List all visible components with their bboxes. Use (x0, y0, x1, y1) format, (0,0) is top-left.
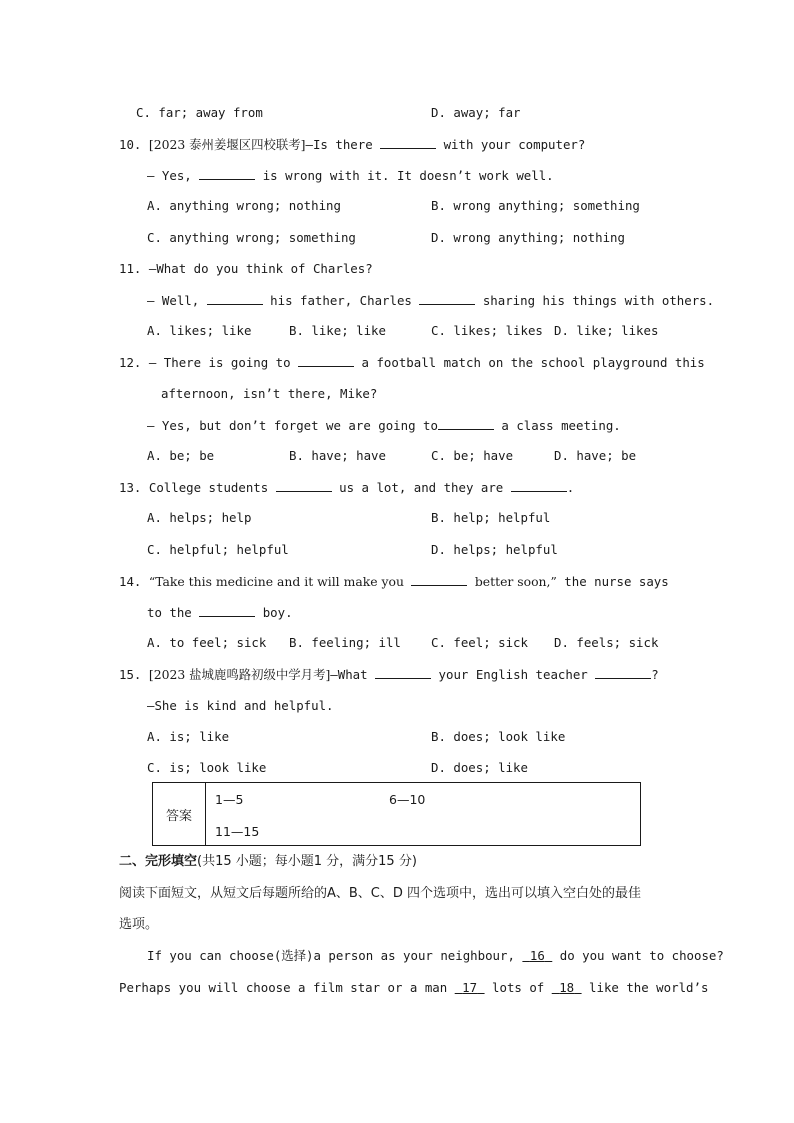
question-12-stem-cont: afternoon, isn’t there, Mike? (161, 386, 378, 401)
question-number: 10. (119, 137, 142, 152)
question-number: 12. (119, 355, 142, 370)
answer-blank (411, 573, 467, 586)
answer-blank (511, 479, 567, 492)
q14-option-b: B. feeling; ill (289, 635, 401, 650)
q11-option-d: D. like; likes (554, 323, 659, 338)
q15-option-c: C. is; look like (147, 760, 267, 775)
answer-blank (419, 292, 475, 305)
passage-line-2: Perhaps you will choose a film star or a man 17 lots of 18 like the world’s (119, 980, 709, 995)
question-15-stem: 15. [2023 盐城鹿鸣路初级中学月考]—What your English teacher ? (119, 667, 659, 682)
answer-blank (380, 136, 436, 149)
q15-option-b: B. does; look like (431, 729, 566, 744)
q9-option-c: C. far; away from (136, 105, 263, 120)
answer-row-1 (206, 783, 640, 814)
q15-option-d: D. does; like (431, 760, 528, 775)
answer-row-2 (206, 814, 640, 845)
q13-option-b: B. help; helpful (431, 510, 551, 525)
answer-range-1-5: 1—5 (215, 792, 244, 807)
question-14-stem-cont: to the boy. (147, 605, 293, 620)
q9-option-d: D. away; far (431, 105, 521, 120)
q10-option-c: C. anything wrong; something (147, 230, 356, 245)
answer-range-11-15: 11—15 (215, 824, 260, 839)
blank-17: 17 (462, 980, 478, 995)
question-number: 13. (119, 480, 142, 495)
q11-option-c: C. likes; likes (431, 323, 543, 338)
question-10-stem: 10. [2023 泰州姜堰区四校联考]—Is there with your computer? (119, 137, 586, 152)
question-source: [2023 泰州姜堰区四校联考] (148, 137, 306, 152)
answer-blank (438, 417, 494, 430)
q10-option-d: D. wrong anything; nothing (431, 230, 625, 245)
section-instructions-cont: 选项。 (119, 917, 159, 932)
answer-blank (199, 604, 255, 617)
question-15-reply: —She is kind and helpful. (147, 698, 334, 713)
answer-table (152, 782, 641, 846)
question-12-stem: 12. — There is going to a football match on the school playground this (119, 355, 705, 370)
q12-option-a: A. be; be (147, 448, 215, 463)
q14-option-a: A. to feel; sick (147, 635, 267, 650)
q12-option-b: B. have; have (289, 448, 386, 463)
question-10-reply: — Yes, is wrong with it. It doesn’t work well. (147, 168, 554, 183)
question-number: 14. (119, 574, 142, 589)
q15-option-a: A. is; like (147, 729, 230, 744)
q12-option-c: C. be; have (431, 448, 514, 463)
question-11-reply: — Well, his father, Charles sharing his things with others. (147, 293, 715, 308)
question-14-stem: 14. “Take this medicine and it will make you better soon,” the nurse says (119, 574, 669, 589)
q14-option-d: D. feels; sick (554, 635, 659, 650)
q13-option-a: A. helps; help (147, 510, 252, 525)
answer-blank (276, 479, 332, 492)
answer-table-cells (206, 783, 641, 846)
blank-18: 18 (559, 980, 575, 995)
q11-option-b: B. like; like (289, 323, 386, 338)
question-number: 11. (119, 261, 142, 276)
answer-blank (595, 666, 651, 679)
q12-option-d: D. have; be (554, 448, 637, 463)
answer-table-label: 答案 (153, 783, 206, 846)
q11-option-a: A. likes; like (147, 323, 252, 338)
q10-option-b: B. wrong anything; something (431, 198, 640, 213)
section-heading: 二、完形填空(共15 小题；每小题1 分，满分15 分) (119, 854, 417, 869)
answer-blank (199, 167, 255, 180)
question-number: 15. (119, 667, 142, 682)
q13-option-c: C. helpful; helpful (147, 542, 289, 557)
blank-16: 16 (529, 948, 545, 963)
question-11-stem: 11. —What do you think of Charles? (119, 261, 373, 276)
question-12-reply: — Yes, but don’t forget we are going to a class meeting. (147, 418, 621, 433)
answer-blank (298, 354, 354, 367)
question-source: [2023 盐城鹿鸣路初级中学月考] (148, 667, 331, 682)
question-13-stem: 13. College students us a lot, and they are . (119, 480, 575, 495)
section-instructions: 阅读下面短文，从短文后每题所给的A、B、C、D 四个选项中，选出可以填入空白处的最佳 (119, 886, 642, 901)
passage-line-1: If you can choose(选择)a person as your neighbour, 16 do you want to choose? (147, 948, 724, 963)
q14-option-c: C. feel; sick (431, 635, 528, 650)
q13-option-d: D. helps; helpful (431, 542, 558, 557)
answer-range-6-10: 6—10 (389, 792, 426, 807)
q10-option-a: A. anything wrong; nothing (147, 198, 341, 213)
answer-blank (207, 292, 263, 305)
answer-blank (375, 666, 431, 679)
